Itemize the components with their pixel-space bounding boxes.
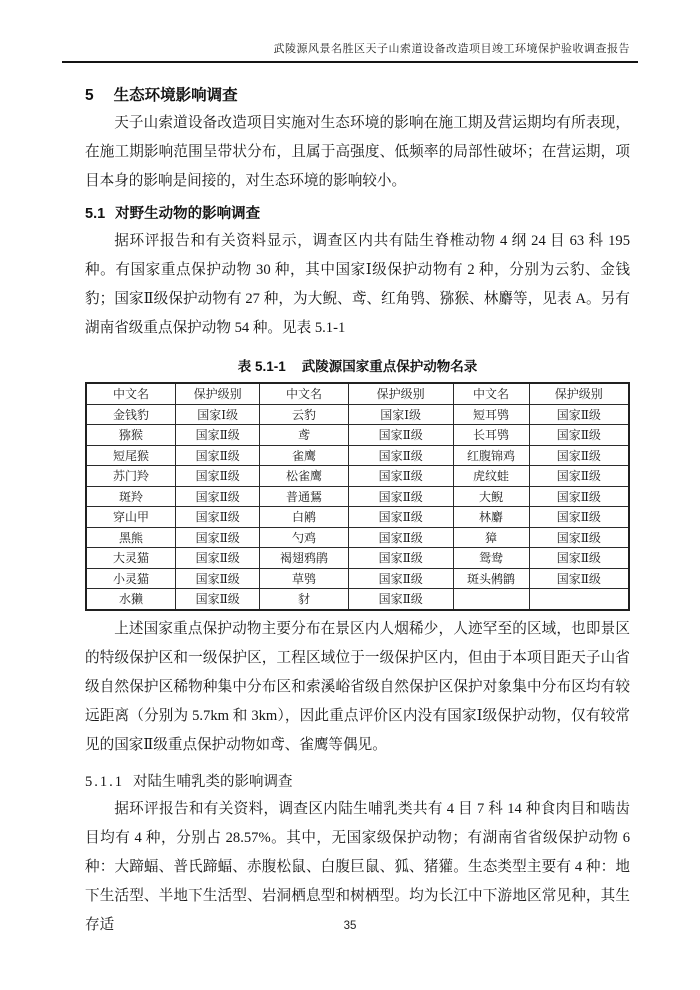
table-cell: 国家Ⅱ级 bbox=[348, 486, 453, 507]
table-cell: 国家Ⅱ级 bbox=[176, 507, 260, 528]
table-cell: 大鲵 bbox=[453, 486, 529, 507]
table-cell: 国家Ⅱ级 bbox=[529, 466, 629, 487]
paragraph-wildlife-overview: 据环评报告和有关资料显示，调查区内共有陆生脊椎动物 4 纲 24 目 63 科 195 种。有国家重点保护动物 30 种，其中国家Ⅰ级保护动物有 2 种，分别为云豹、金钱豹；国家Ⅱ级保护动物有 27 种，为大鲵、鸢、红角鸮、猕猴、林麝等，见表 A。另有湖南省级重点保护动物 54 种。见表 5.1-1 bbox=[85, 233, 630, 336]
running-head-title: 武陵源风景名胜区天子山索道设备改造项目竣工环境保护验收调查报告 bbox=[273, 43, 630, 55]
section-5-title: 生态环境影响调查 bbox=[113, 87, 238, 104]
table-cell: 普通鵟 bbox=[260, 486, 349, 507]
table-row bbox=[86, 445, 629, 466]
table-cell: 红腹锦鸡 bbox=[453, 445, 529, 466]
table-cell: 国家Ⅱ级 bbox=[529, 445, 629, 466]
paragraph-mammals: 据环评报告和有关资料，调查区内陆生哺乳类共有 4 目 7 科 14 种食肉目和啮齿目均有 4 种，分别占 28.57%。其中，无国家级保护动物；有湖南省省级保护动物 6 种：大蹄蝠、普氏蹄蝠、赤腹松鼠、白腹巨鼠、狐、猪獾。生态类型主要有 4 种：地下生活型、半地下生活型、岩洞栖息型和树栖型。均为长江中下游地区常见种，其生存适 bbox=[85, 800, 630, 933]
table-row bbox=[86, 404, 629, 425]
table-cell: 短尾猴 bbox=[86, 445, 176, 466]
table-header-row bbox=[86, 383, 629, 404]
table-cell: 豺 bbox=[260, 589, 349, 610]
page-number: 35 bbox=[343, 920, 357, 932]
table-cell: 穿山甲 bbox=[86, 507, 176, 528]
table-cell: 国家Ⅱ级 bbox=[176, 527, 260, 548]
table-cell: 国家Ⅱ级 bbox=[176, 466, 260, 487]
table-cell: 金钱豹 bbox=[86, 404, 176, 425]
table-caption bbox=[85, 355, 630, 375]
table-cell: 国家Ⅱ级 bbox=[348, 568, 453, 589]
table-caption-title: 武陵源国家重点保护动物名录 bbox=[301, 359, 478, 374]
paragraph-distribution: 上述国家重点保护动物主要分布在景区内人烟稀少，人迹罕至的区域，也即景区的特级保护区和一级保护区，工程区域位于一级保护区内，但由于本项目距天子山省级自然保护区稀物种集中分布区和索溪峪省级自然保护区保护对象集中分布区均有较远距离（分别为 5.7km 和 3km），因此重点评价区内没有国家Ⅰ级保护动物，仅有较常见的国家Ⅱ级重点保护动物如鸢、雀鹰等偶见。 bbox=[85, 620, 630, 753]
table-cell: 黑熊 bbox=[86, 527, 176, 548]
table-cell: 国家Ⅱ级 bbox=[348, 425, 453, 446]
page-footer bbox=[0, 920, 700, 932]
protected-animals-table bbox=[85, 382, 630, 611]
table-cell: 国家Ⅱ级 bbox=[176, 589, 260, 610]
table-cell: 獐 bbox=[453, 527, 529, 548]
table-cell: 鸢 bbox=[260, 425, 349, 446]
table-cell: 林麝 bbox=[453, 507, 529, 528]
table-cell: 虎纹蛙 bbox=[453, 466, 529, 487]
table-row bbox=[86, 507, 629, 528]
table-cell: 勺鸡 bbox=[260, 527, 349, 548]
table-row bbox=[86, 548, 629, 569]
section-5-1-1-number: 5.1.1 bbox=[85, 773, 124, 790]
table-cell: 国家Ⅱ级 bbox=[348, 589, 453, 610]
table-row bbox=[86, 589, 629, 610]
table-row bbox=[86, 466, 629, 487]
header-rule bbox=[62, 61, 638, 63]
section-5-1-title: 对野生动物的影响调查 bbox=[115, 206, 261, 222]
section-5-1-1-title: 对陆生哺乳类的影响调查 bbox=[133, 773, 293, 790]
table-row bbox=[86, 486, 629, 507]
table-cell: 国家Ⅱ级 bbox=[529, 404, 629, 425]
table-cell: 国家Ⅱ级 bbox=[529, 568, 629, 589]
table-cell: 国家Ⅰ级 bbox=[348, 404, 453, 425]
page-body bbox=[85, 83, 630, 940]
table-header-cell: 中文名 bbox=[260, 383, 349, 404]
section-5-1-heading bbox=[85, 202, 630, 223]
table-row bbox=[86, 527, 629, 548]
table-cell: 褐翅鸦鹃 bbox=[260, 548, 349, 569]
section-5-heading bbox=[85, 83, 630, 105]
table-cell: 斑羚 bbox=[86, 486, 176, 507]
section-5-1-1-heading bbox=[85, 770, 630, 791]
section-5-number: 5 bbox=[85, 87, 94, 104]
table-header-cell: 中文名 bbox=[86, 383, 176, 404]
table-row bbox=[86, 568, 629, 589]
table-cell: 苏门羚 bbox=[86, 466, 176, 487]
table-cell: 白鹇 bbox=[260, 507, 349, 528]
table-caption-label: 表 5.1-1 bbox=[237, 359, 286, 374]
table-cell: 国家Ⅱ级 bbox=[529, 548, 629, 569]
table-cell: 国家Ⅱ级 bbox=[176, 486, 260, 507]
table-cell: 国家Ⅱ级 bbox=[529, 527, 629, 548]
table-cell: 大灵猫 bbox=[86, 548, 176, 569]
table-cell: 国家Ⅱ级 bbox=[529, 507, 629, 528]
table-header-cell: 中文名 bbox=[453, 383, 529, 404]
table-cell: 国家Ⅱ级 bbox=[176, 548, 260, 569]
table-cell: 国家Ⅱ级 bbox=[348, 527, 453, 548]
paragraph-intro: 天子山索道设备改造项目实施对生态环境的影响在施工期及营运期均有所表现，在施工期影响范围呈带状分布，且属于高强度、低频率的局部性破坏；在营运期，项目本身的影响是间接的，对生态环境的影响较小。 bbox=[85, 115, 630, 189]
table-cell: 国家Ⅱ级 bbox=[529, 425, 629, 446]
table-cell: 云豹 bbox=[260, 404, 349, 425]
protected-animals-table-body bbox=[86, 404, 629, 610]
table-cell: 水獭 bbox=[86, 589, 176, 610]
page-header bbox=[0, 0, 700, 63]
table-cell: 国家Ⅱ级 bbox=[348, 507, 453, 528]
table-cell: 国家Ⅱ级 bbox=[176, 568, 260, 589]
table-cell: 小灵猫 bbox=[86, 568, 176, 589]
section-5-1-number: 5.1 bbox=[85, 206, 106, 222]
table-cell: 松雀鹰 bbox=[260, 466, 349, 487]
table-cell: 国家Ⅱ级 bbox=[529, 486, 629, 507]
table-cell: 国家Ⅱ级 bbox=[348, 548, 453, 569]
table-header-cell: 保护级别 bbox=[529, 383, 629, 404]
table-cell: 猕猴 bbox=[86, 425, 176, 446]
table-cell: 鸳鸯 bbox=[453, 548, 529, 569]
table-header-cell: 保护级别 bbox=[348, 383, 453, 404]
table-cell: 国家Ⅱ级 bbox=[348, 466, 453, 487]
table-header-cell: 保护级别 bbox=[176, 383, 260, 404]
table-cell: 国家Ⅱ级 bbox=[348, 445, 453, 466]
table-cell: 国家Ⅱ级 bbox=[176, 445, 260, 466]
table-cell: 国家Ⅰ级 bbox=[176, 404, 260, 425]
table-cell: 草鸮 bbox=[260, 568, 349, 589]
table-cell: 短耳鸮 bbox=[453, 404, 529, 425]
table-cell: 雀鹰 bbox=[260, 445, 349, 466]
table-row bbox=[86, 425, 629, 446]
table-cell bbox=[453, 589, 529, 610]
table-cell: 国家Ⅱ级 bbox=[176, 425, 260, 446]
table-cell: 长耳鸮 bbox=[453, 425, 529, 446]
table-cell bbox=[529, 589, 629, 610]
table-cell: 斑头鸺鹠 bbox=[453, 568, 529, 589]
